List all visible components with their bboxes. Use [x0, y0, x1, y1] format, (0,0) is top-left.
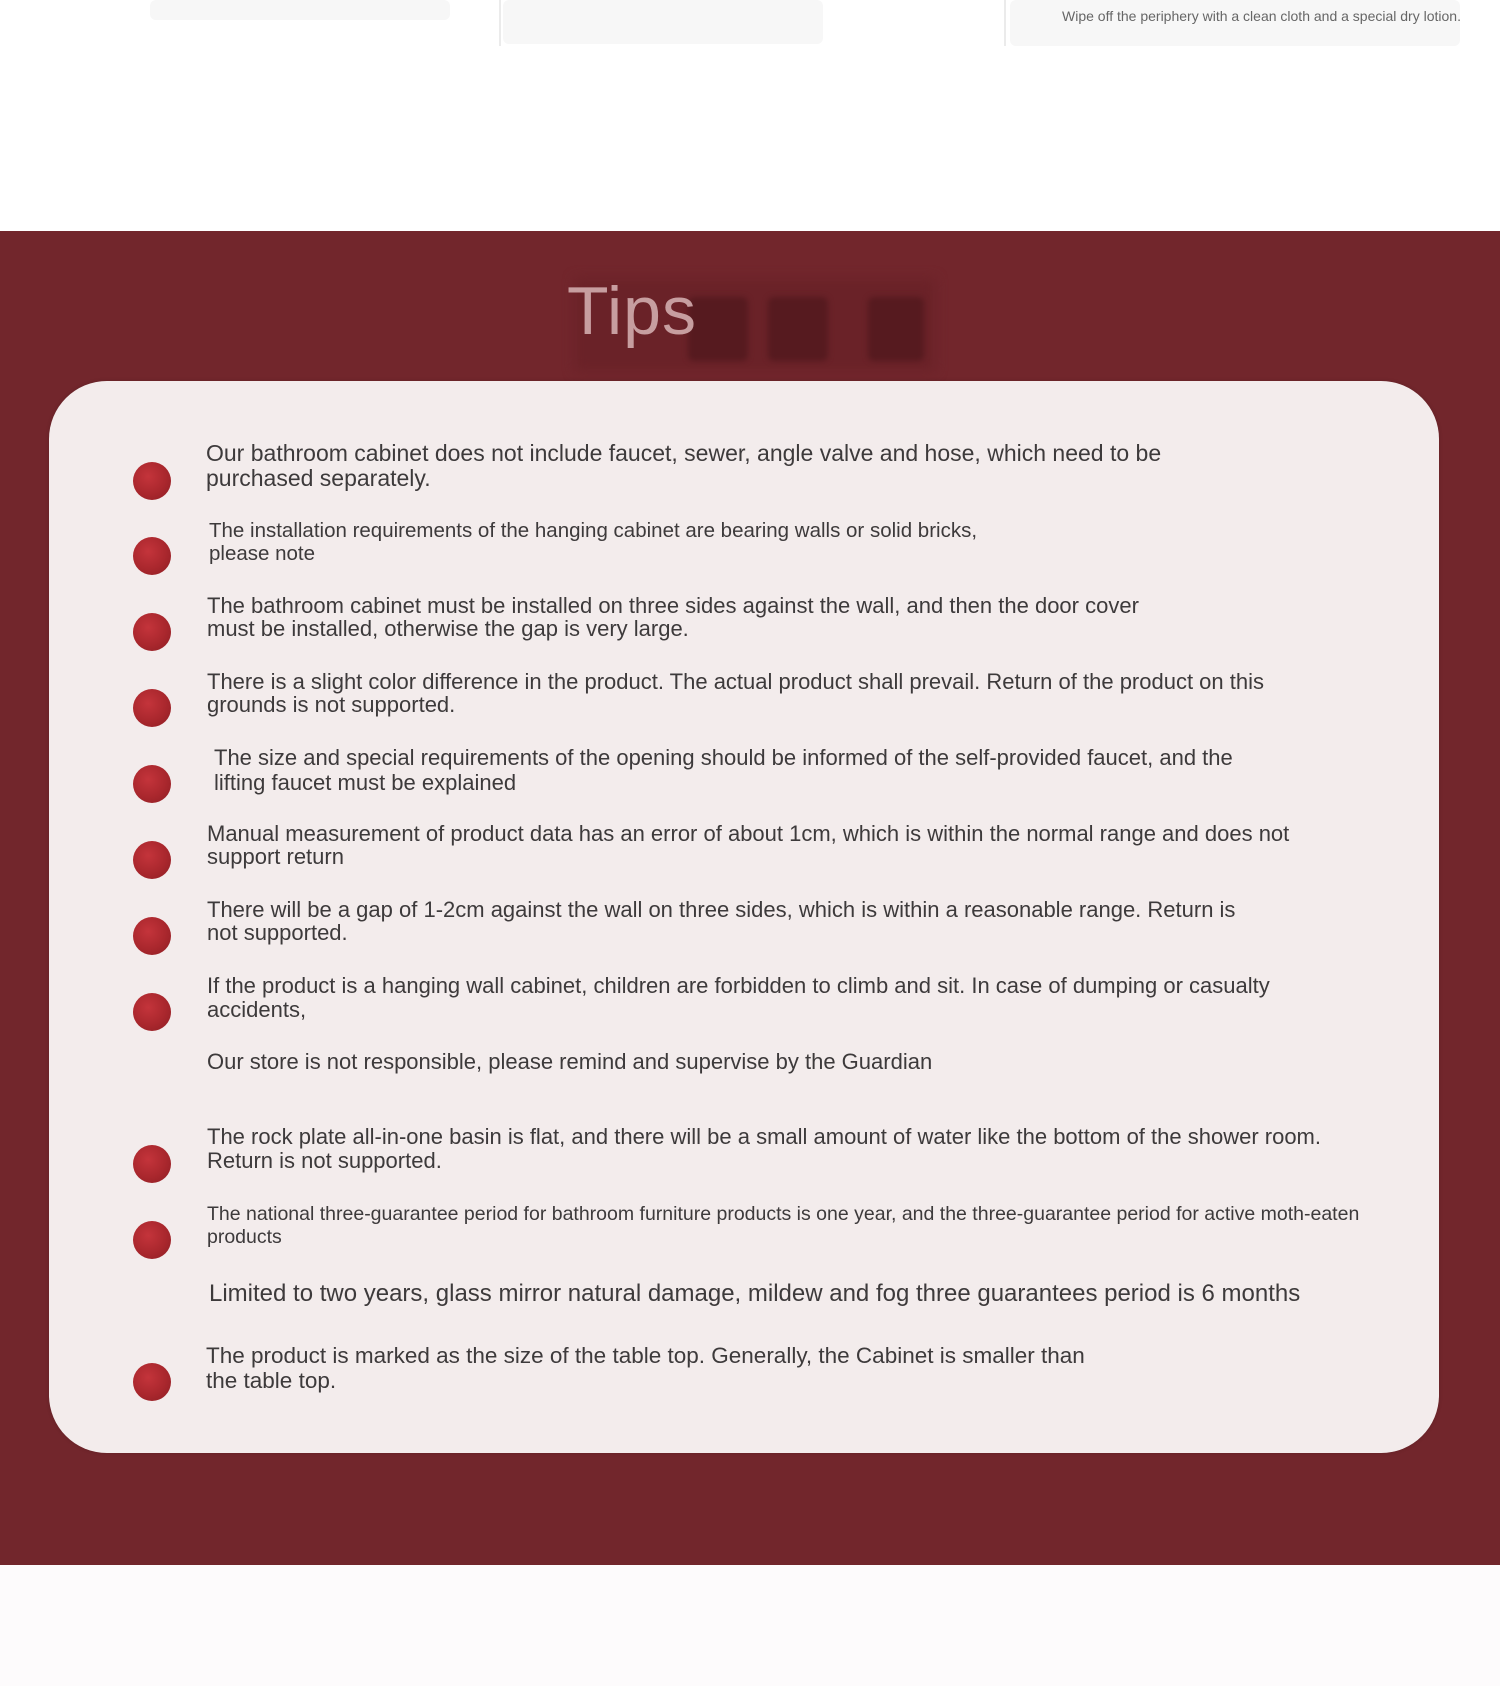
tips-card: [49, 381, 1439, 1453]
title-glyph-1: [688, 297, 748, 361]
column-divider-right: [1004, 0, 1006, 46]
previous-section: [0, 0, 1500, 231]
bullet-dot-icon: [133, 689, 171, 727]
tip-text: The product is marked as the size of the table top. Generally, the Cabinet is smaller than the table top.: [206, 1343, 1085, 1393]
tip-text: The rock plate all-in-one basin is flat, and there will be a small amount of water like the bottom of the shower room. Return is not supported.: [207, 1124, 1321, 1173]
image-placeholder-left: [150, 0, 450, 20]
tip-text: Our store is not responsible, please remind and supervise by the Guardian: [207, 1049, 933, 1074]
title-glyph-3: [868, 297, 924, 361]
care-instruction-text: Wipe off the periphery with a clean cloth and a special dry lotion.: [1062, 8, 1461, 24]
tip-text: Limited to two years, glass mirror natural damage, mildew and fog three guarantees period is 6 months: [209, 1280, 1301, 1307]
tips-section: [0, 231, 1500, 1565]
bullet-dot-icon: [133, 462, 171, 500]
page-footer-space: [0, 1565, 1500, 1686]
image-placeholder-center: [503, 0, 823, 44]
bullet-dot-icon: [133, 1145, 171, 1183]
tip-text: The bathroom cabinet must be installed on three sides against the wall, and then the door cover must be installed, otherwise the gap is very large.: [207, 593, 1139, 641]
tip-text: There will be a gap of 1-2cm against the wall on three sides, which is within a reasonable range. Return is not supported.: [207, 897, 1236, 945]
bullet-dot-icon: [133, 765, 171, 803]
tips-heading: Tips: [567, 273, 697, 349]
bullet-dot-icon: [133, 1221, 171, 1259]
tip-text: There is a slight color difference in the product. The actual product shall prevail. Return of the product on this grounds is not supported.: [207, 669, 1264, 717]
tip-text: The installation requirements of the hanging cabinet are bearing walls or solid bricks, please note: [209, 519, 978, 565]
tip-text: If the product is a hanging wall cabinet, children are forbidden to climb and sit. In case of dumping or casualty accidents,: [207, 973, 1270, 1022]
bullet-dot-icon: [133, 1363, 171, 1401]
title-glyph-2: [768, 297, 828, 361]
tip-text: Our bathroom cabinet does not include faucet, sewer, angle valve and hose, which need to be purchased separately.: [206, 440, 1162, 491]
bullet-dot-icon: [133, 917, 171, 955]
tip-text: The size and special requirements of the opening should be informed of the self-provided faucet, and the lifting faucet must be explained: [214, 745, 1233, 795]
bullet-dot-icon: [133, 841, 171, 879]
bullet-dot-icon: [133, 537, 171, 575]
tip-text: Manual measurement of product data has an error of about 1cm, which is within the normal range and does not support return: [207, 821, 1290, 869]
bullet-dot-icon: [133, 613, 171, 651]
column-divider-left: [499, 0, 501, 46]
bullet-dot-icon: [133, 993, 171, 1031]
tip-text: The national three-guarantee period for bathroom furniture products is one year, and the three-guarantee period for active moth-eaten products: [207, 1203, 1360, 1248]
